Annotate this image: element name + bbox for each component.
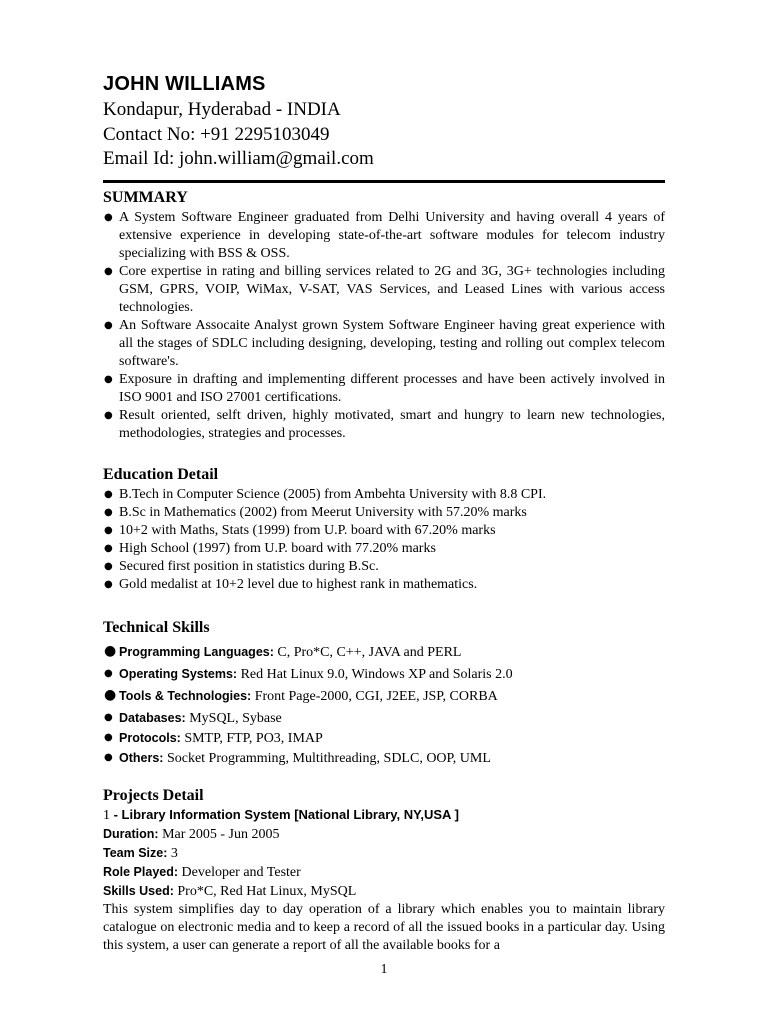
list-item: ● 10+2 with Maths, Stats (1999) from U.P. board with 67.20% marks: [104, 523, 496, 538]
bullet-icon: ●: [104, 212, 113, 223]
project-skills: Skills Used: Pro*C, Red Hat Linux, MySQL: [103, 884, 357, 899]
list-item: ● Tools & Technologies: Front Page-2000, CGI, J2EE, JSP, CORBA: [104, 687, 498, 704]
project-description: This system simplifies day to day operation of a library which enables you to maintain library catalogue on electronic media and to keep a record of all the issued books in a particular day. Using this system, a user can generate a report of all the available books for a: [103, 902, 665, 953]
bullet-icon: ●: [104, 525, 113, 536]
address: Kondapur, Hyderabad - INDIA: [103, 99, 341, 120]
bullet-icon: ●: [104, 668, 113, 679]
list-item: ● Secured first position in statistics during B.Sc.: [104, 559, 379, 574]
bullet-icon: ●: [104, 579, 113, 590]
list-item: ● Core expertise in rating and billing services related to 2G and 3G, 3G+ technologies including GSM, GPRS, VOIP, WiMax, V-SAT, VAS Services, and Leased Lines with various access technologies.: [104, 264, 665, 315]
list-item: ● A System Software Engineer graduated from Delhi University and having overall 4 years of extensive experience in developing state-of-the-art software modules for telecom industry specializing with BSS & OSS.: [104, 210, 665, 261]
candidate-name: JOHN WILLIAMS: [103, 73, 266, 95]
list-item: ● B.Tech in Computer Science (2005) from Ambehta University with 8.8 CPI.: [104, 487, 547, 502]
contact-number: Contact No: +91 2295103049: [103, 124, 330, 145]
project-title: 1 - Library Information System [National Library, NY,USA ]: [103, 807, 459, 823]
list-item: ● Protocols: SMTP, FTP, PO3, IMAP: [104, 731, 323, 746]
bullet-icon: ●: [104, 712, 113, 723]
list-item: ● Others: Socket Programming, Multithreading, SDLC, OOP, UML: [104, 751, 491, 766]
bullet-icon: ●: [104, 507, 113, 518]
bullet-icon: ●: [104, 752, 113, 763]
bullet-icon: ●: [104, 266, 113, 277]
project-duration: Duration: Mar 2005 - Jun 2005: [103, 827, 280, 842]
skills-list: [103, 640, 665, 769]
skills-heading: Technical Skills: [103, 619, 210, 636]
header-divider: [103, 180, 665, 183]
email: Email Id: john.william@gmail.com: [103, 148, 374, 169]
bullet-icon: ●: [104, 561, 113, 572]
list-item: ● Programming Languages: C, Pro*C, C++, JAVA and PERL: [104, 643, 462, 660]
project-role: Role Played: Developer and Tester: [103, 865, 301, 880]
list-item: ● Exposure in drafting and implementing different processes and have been actively involved in ISO 9001 and ISO 27001 certifications.: [104, 372, 665, 405]
summary-list: [103, 209, 665, 443]
bullet-icon: ●: [104, 543, 113, 554]
list-item: ● An Software Assocaite Analyst grown System Software Engineer having great experience with all the stages of SDLC including designing, developing, testing and rolling out complex telecom software's.: [104, 318, 665, 369]
bullet-icon: ●: [104, 732, 113, 743]
list-item: ● B.Sc in Mathematics (2002) from Meerut University with 57.20% marks: [104, 505, 527, 520]
list-item: ● High School (1997) from U.P. board with 77.20% marks: [104, 541, 436, 556]
bullet-icon: ●: [104, 687, 117, 703]
projects-heading: Projects Detail: [103, 787, 204, 804]
bullet-icon: ●: [104, 374, 113, 385]
education-list: [103, 486, 665, 594]
summary-heading: SUMMARY: [103, 189, 188, 206]
list-item: ● Databases: MySQL, Sybase: [104, 711, 282, 726]
bullet-icon: ●: [104, 489, 113, 500]
list-item: ● Gold medalist at 10+2 level due to highest rank in mathematics.: [104, 577, 478, 592]
project-entry: [103, 806, 665, 955]
list-item: ● Operating Systems: Red Hat Linux 9.0, Windows XP and Solaris 2.0: [104, 667, 513, 682]
bullet-icon: ●: [104, 410, 113, 421]
project-team-size: Team Size: 3: [103, 846, 178, 861]
education-heading: Education Detail: [103, 466, 219, 483]
list-item: ● Result oriented, selft driven, highly motivated, smart and hungry to learn new technologies, methodologies, strategies and processes.: [104, 408, 665, 441]
page-number: 1: [380, 962, 388, 977]
bullet-icon: ●: [104, 320, 113, 331]
bullet-icon: ●: [104, 643, 117, 659]
